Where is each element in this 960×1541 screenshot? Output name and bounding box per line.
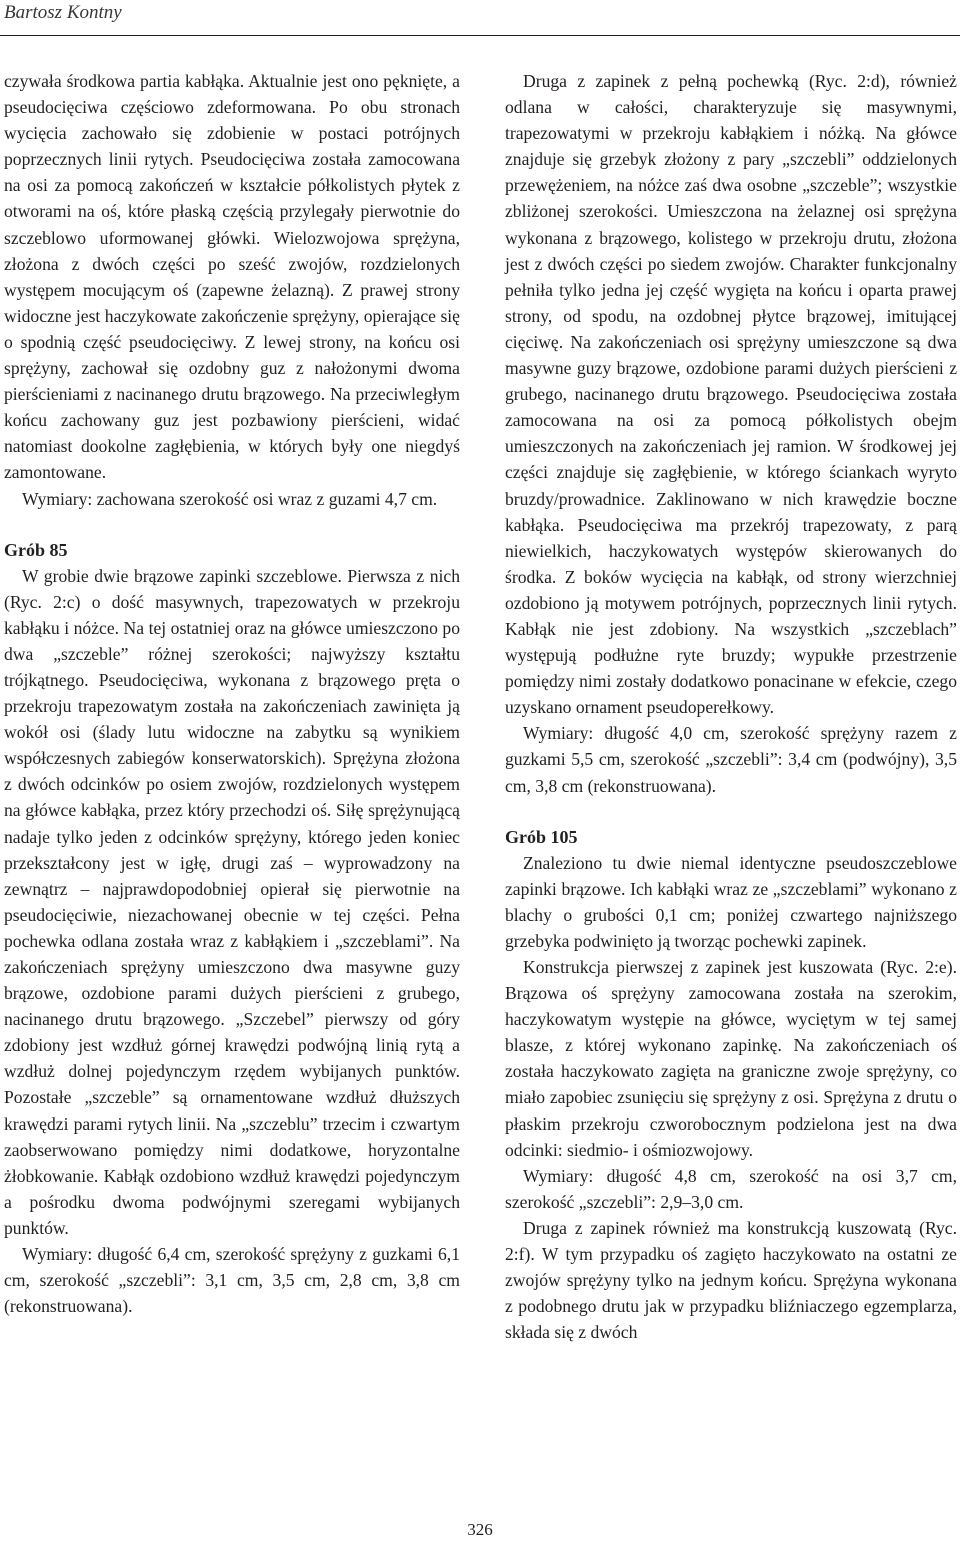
section-heading: Grób 85 [4, 539, 68, 560]
running-head: Bartosz Kontny [4, 2, 122, 23]
page-number: 326 [467, 1520, 493, 1539]
section-heading: Grób 105 [505, 826, 578, 847]
paragraph: Konstrukcja pierwszej z zapinek jest kuszowata (Ryc. 2:e). Brązowa oś sprężyny zamocowana została na szerokim, haczykowatym występie na główce, wyciętym w tej samej blasze, z której wykonano zapinkę. Na zakończeniach oś została haczykowato zagięta na graniczne zwoje sprężyny, co miało zapobiec zsunięciu się sprężyny z osi. Sprężyna z drutu o płaskim przekroju czworobocznym podzielona jest na dwa odcinki: siedmio- i ośmiozwojowy. [505, 957, 957, 1160]
paragraph: Wymiary: długość 6,4 cm, szerokość sprężyny z guzkami 6,1 cm, szerokość „szczebli”: 3,1 cm, 3,5 cm, 2,8 cm, 3,8 cm (rekonstruowana). [4, 1244, 460, 1317]
paragraph: Wymiary: długość 4,8 cm, szerokość na osi 3,7 cm, szerokość „szczebli”: 2,9–3,0 cm. [505, 1165, 957, 1212]
paragraph: czywała środkowa partia kabłąka. Aktualnie jest ono pęknięte, a pseudocięciwa częściowo zdeformowana. Po obu stronach wycięcia zachowało się zdobienie w postaci potrójnych poprzecznych linii rytych. Pseudocięciwa została zamocowana na osi za pomocą zakończeń w kształcie półkolistych płytek z otworami na oś, które płaską częścią przylegały pierwotnie do szczeblowo uformowanej główki. Wielozwojowa sprężyna, złożona z dwóch części po sześć zwojów, rozdzielonych występem mocującym oś (zapewne żelazną). Z prawej strony widoczne jest haczykowate zakończenie sprężyny, opierające się o spodnią część pseudocięciwy. Z lewej strony, na końcu osi sprężyny, zachował się ozdobny guz z nałożonymi dwoma pierścieniami z nacinanego drutu brązowego. Na przeciwległym końcu zachowany guz jest pozbawiony pierścieni, widać natomiast dookolne zagłębienia, w których były one niegdyś zamontowane. [4, 71, 460, 483]
paragraph: Druga z zapinek również ma konstrukcją kuszowatą (Ryc. 2:f). W tym przypadku oś zagięto haczykowato na ostatni ze zwojów sprężyny tylko na jednym końcu. Sprężyna wykonana z podobnego drutu jak w przypadku bliźniaczego egzemplarza, składa się z dwóch [505, 1217, 957, 1343]
paragraph: Znaleziono tu dwie niemal identyczne pseudoszczeblowe zapinki brązowe. Ich kabłąki wraz ze „szczeblami” wykonano z blachy o grubości 0,1 cm; poniżej czwartego najniższego grzebyka podwinięto ją tworząc pochewki zapinek. [505, 852, 957, 951]
left-column [4, 68, 460, 1319]
paragraph: W grobie dwie brązowe zapinki szczeblowe. Pierwsza z nich (Ryc. 2:c) o dość masywnych, trapezowatych w przekroju kabłąku i nóżce. Na tej ostatniej oraz na główce umieszczono po dwa „szczeble” różnej szerokości; najwyższy kształtu trójkątnego. Pseudocięciwa, wykonana z brązowego pręta o przekroju trapezowatym została na zakończeniach zawinięta ją wokół osi (ślady lutu widoczne na zabytku są wynikiem współczesnych zabiegów konserwatorskich). Sprężyna złożona z dwóch odcinków po osiem zwojów, rozdzielonych występem na główce kabłąka, przez który przechodzi oś. Siłę sprężynującą nadaje tylko jeden z odcinków sprężyny, którego jeden koniec przekształcony jest w igłę, drugi zaś – wyprowadzony na zewnątrz – najprawdopodobniej opierał się pierwotnie na pseudocięciwie, niezachowanej obecnie w tej części. Pełna pochewka odlana została wraz z kabłąkiem i „szczeblami”. Na zakończeniach sprężyny umieszczono dwa masywne guzy brązowe, ozdobione parami dużych pierścieni z grubego, nacinanego drutu brązowego. „Szczebel” pierwszy od góry zdobiony jest wzdłuż górnej krawędzi podwójną linią rytą a wzdłuż dolnej pojedynczym rzędem wybijanych punktów. Pozostałe „szczeble” są ornamentowane wzdłuż dłuższych krawędzi parami rytych linii. Na „szczeblu” trzecim i czwartym zaobserwowano pomiędzy nimi dodatkowe, horyzontalne żłobkowanie. Kabłąk ozdobiono wzdłuż krawędzi pojedynczym a pośrodku dwoma podwójnymi szeregami wybijanych punktów. [4, 565, 460, 1238]
paragraph: Wymiary: zachowana szerokość osi wraz z guzami 4,7 cm. [22, 488, 438, 509]
header-rule [0, 0, 960, 36]
paragraph: Wymiary: długość 4,0 cm, szerokość sprężyny razem z guzkami 5,5 cm, szerokość „szczebli”: 3,4 cm (podwójny), 3,5 cm, 3,8 cm (rekonstruowana). [505, 723, 957, 796]
right-column [505, 68, 957, 1345]
paragraph: Druga z zapinek z pełną pochewką (Ryc. 2:d), również odlana w całości, charakteryzuje się masywnymi, trapezowatymi w przekroju kabłąkiem i nóżką. Na główce znajduje się grzebyk złożony z pary „szczebli” oddzielonych przewężeniem, na nóżce zaś dwa osobne „szczeble”; wszystkie zbliżonej szerokości. Umieszczona na żelaznej osi sprężyna wykonana z brązowego, kolistego w przekroju drutu, złożona jest z dwóch części po siedem zwojów. Charakter funkcjonalny pełniła tylko jedna jej część wygięta na końcu i oparta prawej strony, od spodu, na ozdobnej płytce brązowej, imitującej cięciwę. Na zakończeniach osi sprężyny umieszczone są dwa masywne guzy brązowe, ozdobione parami dużych pierścieni z grubego, nacinanego drutu brązowego. Pseudocięciwa została zamocowana na osi za pomocą półkolistych obejm umieszczonych na zakończeniach jej ramion. W środkowej jej części znajduje się zagłębienie, w którego ściankach wyryto bruzdy/prowadnice. Zaklinowano w nich krawędzie boczne kabłąka. Pseudocięciwa ma przekrój trapezowaty, z parą niewielkich, haczykowatych występów skierowanych do środka. Z boków wycięcia na kabłąk, od strony wierzchniej ozdobiono ją motywem potrójnych, poprzecznych linii rytych. Kabłąk nie jest zdobiony. Na wszystkich „szczeblach” występują podłużne ryte bruzdy; wypukłe przestrzenie pomiędzy nimi zostały dodatkowo ponacinane w efekcie, czego uzyskano ornament pseudoperełkowy. [505, 71, 957, 718]
